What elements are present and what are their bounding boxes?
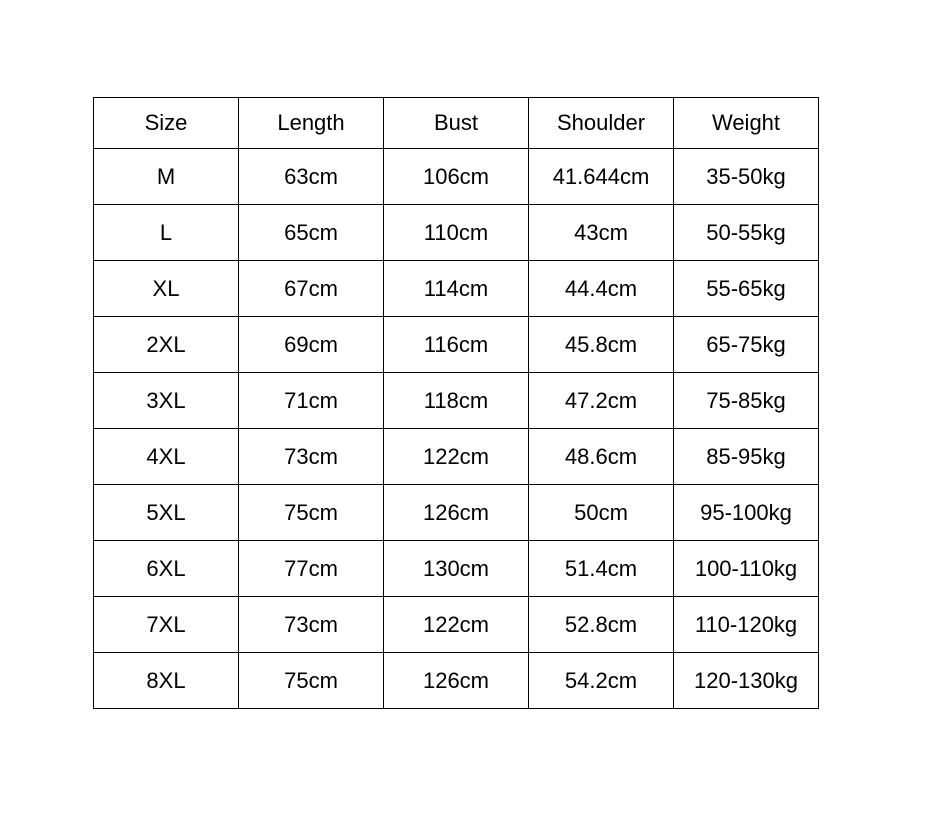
cell-weight: 85-95kg	[674, 429, 819, 485]
cell-weight: 35-50kg	[674, 149, 819, 205]
cell-length: 67cm	[239, 261, 384, 317]
cell-length: 71cm	[239, 373, 384, 429]
cell-length: 69cm	[239, 317, 384, 373]
cell-shoulder: 48.6cm	[529, 429, 674, 485]
table-row	[94, 205, 819, 261]
cell-shoulder: 43cm	[529, 205, 674, 261]
table-body	[94, 149, 819, 709]
table-row	[94, 541, 819, 597]
cell-shoulder: 51.4cm	[529, 541, 674, 597]
cell-size: 6XL	[94, 541, 239, 597]
table-row	[94, 261, 819, 317]
cell-bust: 114cm	[384, 261, 529, 317]
cell-length: 63cm	[239, 149, 384, 205]
header-length: Length	[239, 98, 384, 149]
cell-bust: 110cm	[384, 205, 529, 261]
cell-length: 75cm	[239, 485, 384, 541]
cell-bust: 116cm	[384, 317, 529, 373]
cell-bust: 126cm	[384, 653, 529, 709]
header-row	[94, 98, 819, 149]
table-row	[94, 597, 819, 653]
cell-weight: 55-65kg	[674, 261, 819, 317]
cell-bust: 122cm	[384, 597, 529, 653]
cell-shoulder: 45.8cm	[529, 317, 674, 373]
cell-bust: 106cm	[384, 149, 529, 205]
table-row	[94, 373, 819, 429]
cell-weight: 100-110kg	[674, 541, 819, 597]
cell-bust: 118cm	[384, 373, 529, 429]
cell-weight: 120-130kg	[674, 653, 819, 709]
cell-size: 7XL	[94, 597, 239, 653]
cell-shoulder: 44.4cm	[529, 261, 674, 317]
cell-bust: 126cm	[384, 485, 529, 541]
cell-length: 65cm	[239, 205, 384, 261]
cell-length: 73cm	[239, 429, 384, 485]
header-size: Size	[94, 98, 239, 149]
cell-weight: 50-55kg	[674, 205, 819, 261]
cell-shoulder: 52.8cm	[529, 597, 674, 653]
cell-shoulder: 50cm	[529, 485, 674, 541]
cell-weight: 75-85kg	[674, 373, 819, 429]
table-row	[94, 149, 819, 205]
cell-size: XL	[94, 261, 239, 317]
cell-length: 73cm	[239, 597, 384, 653]
header-bust: Bust	[384, 98, 529, 149]
table-row	[94, 485, 819, 541]
cell-size: 5XL	[94, 485, 239, 541]
cell-weight: 65-75kg	[674, 317, 819, 373]
cell-shoulder: 47.2cm	[529, 373, 674, 429]
header-weight: Weight	[674, 98, 819, 149]
cell-size: 8XL	[94, 653, 239, 709]
table-row	[94, 429, 819, 485]
cell-size: 3XL	[94, 373, 239, 429]
cell-length: 77cm	[239, 541, 384, 597]
table-row	[94, 653, 819, 709]
cell-bust: 122cm	[384, 429, 529, 485]
header-shoulder: Shoulder	[529, 98, 674, 149]
cell-bust: 130cm	[384, 541, 529, 597]
cell-size: 2XL	[94, 317, 239, 373]
cell-weight: 95-100kg	[674, 485, 819, 541]
size-chart-table	[93, 97, 819, 709]
cell-size: M	[94, 149, 239, 205]
cell-weight: 110-120kg	[674, 597, 819, 653]
cell-size: L	[94, 205, 239, 261]
cell-shoulder: 41.644cm	[529, 149, 674, 205]
cell-shoulder: 54.2cm	[529, 653, 674, 709]
cell-length: 75cm	[239, 653, 384, 709]
table-header	[94, 98, 819, 149]
table-row	[94, 317, 819, 373]
cell-size: 4XL	[94, 429, 239, 485]
